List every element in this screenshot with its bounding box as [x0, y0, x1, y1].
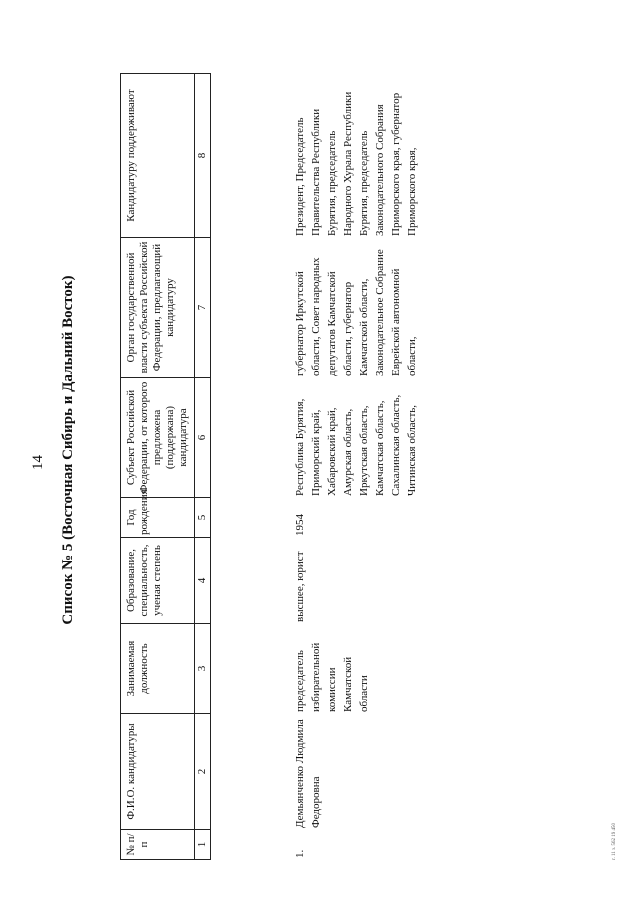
page-title: Список № 5 (Восточная Сибирь и Дальний Восток) [60, 275, 76, 625]
row-number: 1. [294, 849, 306, 858]
header-cell: Орган государственной власти субъекта Российской Федерации, предлагающий кандидатуру [121, 238, 195, 378]
column-number-row [195, 74, 211, 860]
column-number: 5 [195, 498, 211, 538]
candidate-education: высшее, юрист [294, 551, 306, 622]
header-cell: Субъект Российской Федерации, от которого предложена (поддержана) кандидатура [121, 378, 195, 498]
candidate-name: Демьянченко Людмила Федоровна [294, 719, 322, 828]
proposing-subjects: Республика Бурятия, Приморский край, Хабаровский край, Амурская область, Иркутская область, Камчатская область, Сахалинская область, Читинская область, [294, 394, 418, 496]
proposing-organs: губернатор Иркутской области, Совет народных депутатов Камчатской области, губернатор Камчатской области, Законодательное Собрание Еврейской автономной области, [294, 249, 418, 376]
column-number: 7 [195, 238, 211, 378]
page-number: 14 [30, 455, 46, 470]
print-footer: г. 11 з. 562 19 450 [612, 822, 617, 860]
column-number: 2 [195, 714, 211, 830]
supporters: Президент, Председатель Правительства Республики Бурятия, председатель Народного Хурала Республики Бурятия, председатель Законодательного Собрания Приморского края, губернатор Приморского края, [294, 91, 418, 236]
column-number: 4 [195, 538, 211, 624]
column-number: 3 [195, 624, 211, 714]
header-cell: Занимаемая должность [121, 624, 195, 714]
header-cell: Образование, специальность, ученая степень [121, 538, 195, 624]
candidate-position: председатель избирательной комиссии Камчатской области [294, 642, 370, 712]
candidates-table [120, 73, 211, 860]
table-header-row [121, 74, 195, 860]
header-cell: Кандидатуру поддерживают [121, 74, 195, 238]
column-number: 8 [195, 74, 211, 238]
header-cell: № п/п [121, 830, 195, 860]
column-number: 1 [195, 830, 211, 860]
header-cell: Год рождения [121, 498, 195, 538]
column-number: 6 [195, 378, 211, 498]
header-cell: Ф.И.О. кандидатуры [121, 714, 195, 830]
candidate-birth-year: 1954 [294, 514, 306, 536]
